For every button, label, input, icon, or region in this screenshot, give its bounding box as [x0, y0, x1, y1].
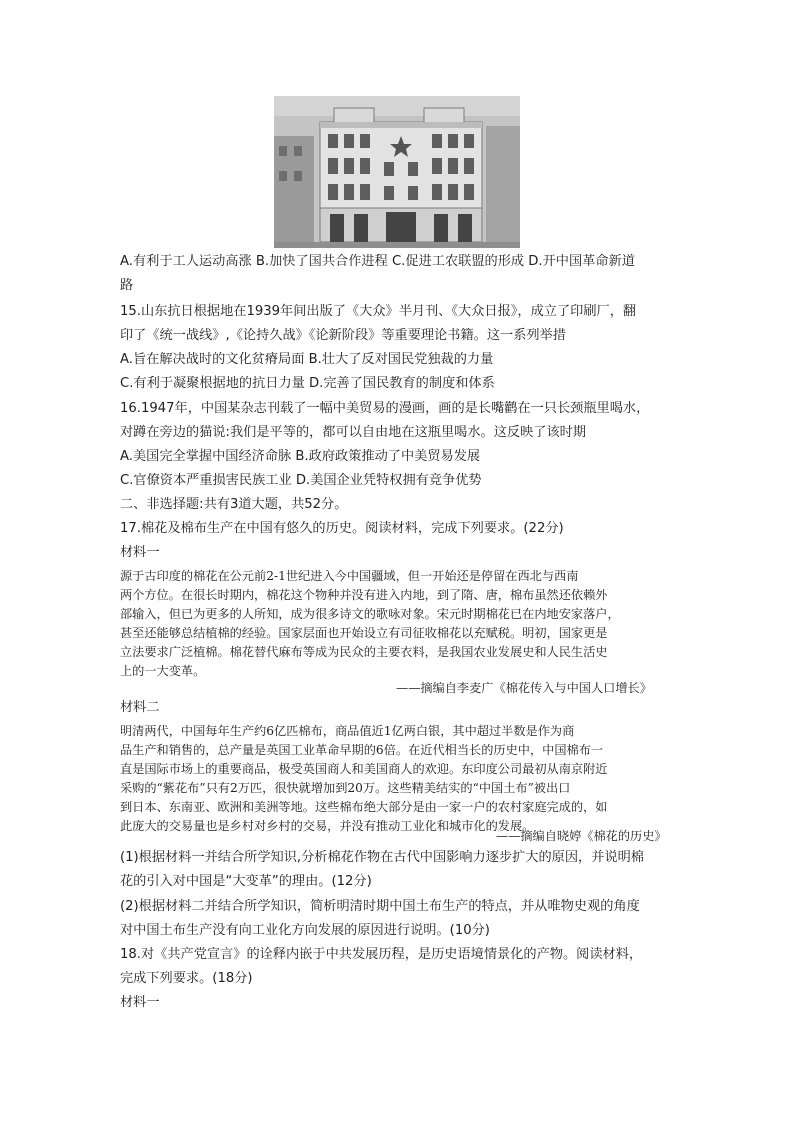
q18-material1-label: 材料一: [120, 995, 160, 1010]
q16-options-line1: A.美国完全掌握中国经济命脉 B.政府政策推动了中美贸易发展: [120, 449, 481, 464]
q17-requirement1-line2: 花的引入对中国是“大变革”的理由。(12分): [120, 874, 372, 889]
q17-material2-label: 材料二: [120, 700, 160, 715]
q17-material1-line: 上的一大变革。: [120, 664, 206, 678]
q15-options-line2: C.有利于凝聚根据地的抗日力量 D.完善了国民教育的制度和体系: [120, 376, 495, 391]
q18-stem-line1: 18.对《共产党宣言》的诠释内嵌于中共发展历程，是历史语境情景化的产物。阅读材料，: [120, 947, 643, 962]
q16-stem-line1: 16.1947年，中国某杂志刊载了一幅中美贸易的漫画，画的是长嘴鹳在一只长颈瓶里喝水，: [120, 401, 650, 416]
q15-stem-line1: 15.山东抗日根据地在1939年间出版了《大众》半月刊、《大众日报》，成立了印刷厂，翻: [120, 304, 637, 319]
q17-material1-line: 部输入，但已为更多的人所知，成为很多诗文的歌咏对象。宋元时期棉花已在内地安家落户，: [120, 607, 620, 621]
q17-material1-line: 甚至还能够总结植棉的经验。国家层面也开始设立有司征收棉花以充赋税。明初，国家更是: [120, 626, 608, 640]
building-illustration: [274, 96, 520, 248]
q17-material1-line: 立法要求广泛植棉。棉花替代麻布等成为民众的主要衣料，是我国农业发展史和人民生活史: [120, 645, 608, 659]
q17-material2-line: 直是国际市场上的重要商品，极受英国商人和美国商人的欢迎。东印度公司最初从南京附近: [120, 762, 608, 776]
q15-options-line1: A.旨在解决战时的文化贫瘠局面 B.壮大了反对国民党独裁的力量: [120, 352, 494, 367]
q17-material2-source: ——摘编自晓婷《棉花的历史》: [496, 829, 667, 843]
q17-material2-line: 品生产和销售的，总产量是英国工业革命早期的6倍。在近代相当长的历史中，中国棉布一: [120, 743, 604, 757]
q17-requirement2-line1: (2)根据材料二并结合所学知识，简析明清时期中国土布生产的特点，并从唯物史观的角度: [120, 899, 640, 914]
q17-material2-line: 此庞大的交易量也是乡村对乡村的交易，并没有推动工业化和城市化的发展。: [120, 819, 535, 833]
q14-options-line1: A.有利于工人运动高涨 B.加快了国共合作进程 C.促进工农联盟的形成 D.开中国革命新道: [120, 254, 635, 269]
q17-material1-line: 源于古印度的棉花在公元前2-1世纪进入今中国疆域，但一开始还是停留在西北与西南: [120, 569, 579, 583]
q17-stem: 17.棉花及棉布生产在中国有悠久的历史。阅读材料，完成下列要求。(22分): [120, 521, 564, 536]
q17-material1-line: 两个方位。在很长时期内，棉花这个物种并没有进入内地，到了隋、唐，棉布虽然还依赖外: [120, 588, 608, 602]
q16-stem-line2: 对蹲在旁边的猫说:我们是平等的，都可以自由地在这瓶里喝水。这反映了该时期: [120, 425, 587, 440]
q15-stem-line2: 印了《统一战线》,《论持久战》《论新阶段》等重要理论书籍。这一系列举措: [120, 328, 566, 343]
q17-requirement2-line2: 对中国土布生产没有向工业化方向发展的原因进行说明。(10分): [120, 923, 490, 938]
section2-title: 二、非选择题:共有3道大题，共52分。: [120, 497, 348, 512]
q17-material2-line: 采购的“紫花布”只有2万匹，很快就增加到20万。这些精美结实的“中国土布”被出口: [120, 781, 571, 795]
q17-requirement1-line1: (1)根据材料一并结合所学知识,分析棉花作物在古代中国影响力逐步扩大的原因，并说明棉: [120, 850, 644, 865]
q18-stem-line2: 完成下列要求。(18分): [120, 971, 253, 986]
q14-options-line2: 路: [120, 278, 134, 293]
q16-options-line2: C.官僚资本严重损害民族工业 D.美国企业凭特权拥有竞争优势: [120, 473, 482, 488]
historic-building-photo: [274, 96, 520, 248]
q17-material1-source: ——摘编自李麦广《棉花传入与中国人口增长》: [396, 681, 652, 695]
q17-material2-line: 到日本、东南亚、欧洲和美洲等地。这些棉布绝大部分是由一家一户的农村家庭完成的，如: [120, 800, 608, 814]
q17-material2-line: 明清两代，中国每年生产约6亿匹棉布，商品值近1亿两白银，其中超过半数是作为商: [120, 724, 575, 738]
q17-material1-label: 材料一: [120, 545, 160, 560]
